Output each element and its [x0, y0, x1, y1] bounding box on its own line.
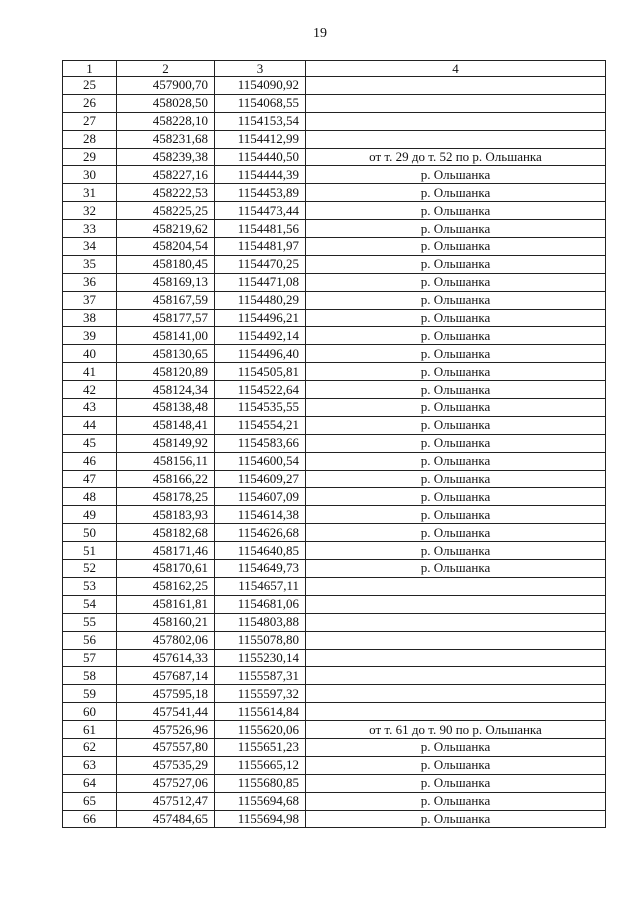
y-coordinate-cell: 1155665,12	[215, 756, 306, 774]
table-row	[63, 524, 606, 542]
description-cell: р. Ольшанка	[306, 452, 606, 470]
y-coordinate-cell: 1154481,56	[215, 220, 306, 238]
x-coordinate-cell: 458180,45	[117, 255, 215, 273]
x-coordinate-cell: 457541,44	[117, 703, 215, 721]
point-number-cell: 30	[63, 166, 117, 184]
x-coordinate-cell: 457526,96	[117, 721, 215, 739]
table-row	[63, 792, 606, 810]
point-number-cell: 26	[63, 94, 117, 112]
point-number-cell: 62	[63, 738, 117, 756]
description-cell: р. Ольшанка	[306, 506, 606, 524]
description-cell: р. Ольшанка	[306, 792, 606, 810]
description-cell	[306, 112, 606, 130]
y-coordinate-cell: 1155680,85	[215, 774, 306, 792]
description-cell: р. Ольшанка	[306, 184, 606, 202]
description-cell: р. Ольшанка	[306, 542, 606, 560]
point-number-cell: 57	[63, 649, 117, 667]
description-cell: р. Ольшанка	[306, 434, 606, 452]
description-cell: р. Ольшанка	[306, 327, 606, 345]
table-row	[63, 613, 606, 631]
table-row	[63, 756, 606, 774]
point-number-cell: 38	[63, 309, 117, 327]
x-coordinate-cell: 458141,00	[117, 327, 215, 345]
description-cell: р. Ольшанка	[306, 220, 606, 238]
table-row	[63, 560, 606, 578]
y-coordinate-cell: 1154090,92	[215, 77, 306, 95]
y-coordinate-cell: 1154480,29	[215, 291, 306, 309]
y-coordinate-cell: 1154600,54	[215, 452, 306, 470]
table-row	[63, 810, 606, 828]
x-coordinate-cell: 457802,06	[117, 631, 215, 649]
description-cell: р. Ольшанка	[306, 560, 606, 578]
table-header-row	[63, 61, 606, 77]
x-coordinate-cell: 458130,65	[117, 345, 215, 363]
point-number-cell: 32	[63, 202, 117, 220]
y-coordinate-cell: 1154657,11	[215, 577, 306, 595]
point-number-cell: 33	[63, 220, 117, 238]
point-number-cell: 59	[63, 685, 117, 703]
y-coordinate-cell: 1154444,39	[215, 166, 306, 184]
point-number-cell: 41	[63, 363, 117, 381]
header-col-4: 4	[306, 61, 606, 77]
point-number-cell: 56	[63, 631, 117, 649]
description-cell: р. Ольшанка	[306, 166, 606, 184]
y-coordinate-cell: 1154496,21	[215, 309, 306, 327]
point-number-cell: 46	[63, 452, 117, 470]
y-coordinate-cell: 1154412,99	[215, 130, 306, 148]
table-row	[63, 470, 606, 488]
y-coordinate-cell: 1154470,25	[215, 255, 306, 273]
table-row	[63, 649, 606, 667]
description-cell: р. Ольшанка	[306, 399, 606, 417]
x-coordinate-cell: 458178,25	[117, 488, 215, 506]
y-coordinate-cell: 1154535,55	[215, 399, 306, 417]
description-cell: р. Ольшанка	[306, 774, 606, 792]
point-number-cell: 34	[63, 238, 117, 256]
point-number-cell: 49	[63, 506, 117, 524]
table-row	[63, 220, 606, 238]
point-number-cell: 61	[63, 721, 117, 739]
y-coordinate-cell: 1154609,27	[215, 470, 306, 488]
description-cell	[306, 667, 606, 685]
x-coordinate-cell: 458171,46	[117, 542, 215, 560]
table-row	[63, 434, 606, 452]
table-row	[63, 166, 606, 184]
y-coordinate-cell: 1154496,40	[215, 345, 306, 363]
point-number-cell: 36	[63, 273, 117, 291]
x-coordinate-cell: 458160,21	[117, 613, 215, 631]
point-number-cell: 50	[63, 524, 117, 542]
y-coordinate-cell: 1155651,23	[215, 738, 306, 756]
header-col-2: 2	[117, 61, 215, 77]
description-cell: р. Ольшанка	[306, 810, 606, 828]
description-cell: р. Ольшанка	[306, 202, 606, 220]
description-cell: р. Ольшанка	[306, 255, 606, 273]
table-row	[63, 130, 606, 148]
x-coordinate-cell: 458161,81	[117, 595, 215, 613]
y-coordinate-cell: 1154471,08	[215, 273, 306, 291]
y-coordinate-cell: 1154522,64	[215, 381, 306, 399]
x-coordinate-cell: 458222,53	[117, 184, 215, 202]
x-coordinate-cell: 458148,41	[117, 416, 215, 434]
x-coordinate-cell: 458028,50	[117, 94, 215, 112]
point-number-cell: 28	[63, 130, 117, 148]
header-col-1: 1	[63, 61, 117, 77]
x-coordinate-cell: 458149,92	[117, 434, 215, 452]
description-cell: р. Ольшанка	[306, 470, 606, 488]
point-number-cell: 25	[63, 77, 117, 95]
y-coordinate-cell: 1154583,66	[215, 434, 306, 452]
point-number-cell: 60	[63, 703, 117, 721]
description-cell: р. Ольшанка	[306, 238, 606, 256]
x-coordinate-cell: 458166,22	[117, 470, 215, 488]
y-coordinate-cell: 1155078,80	[215, 631, 306, 649]
description-cell: р. Ольшанка	[306, 756, 606, 774]
table-row	[63, 327, 606, 345]
point-number-cell: 58	[63, 667, 117, 685]
table-row	[63, 77, 606, 95]
x-coordinate-cell: 458239,38	[117, 148, 215, 166]
y-coordinate-cell: 1154626,68	[215, 524, 306, 542]
y-coordinate-cell: 1155694,98	[215, 810, 306, 828]
point-number-cell: 27	[63, 112, 117, 130]
table-row	[63, 595, 606, 613]
y-coordinate-cell: 1154473,44	[215, 202, 306, 220]
x-coordinate-cell: 457687,14	[117, 667, 215, 685]
table-row	[63, 148, 606, 166]
y-coordinate-cell: 1154681,06	[215, 595, 306, 613]
table-row	[63, 703, 606, 721]
table-row	[63, 255, 606, 273]
description-cell	[306, 130, 606, 148]
x-coordinate-cell: 458169,13	[117, 273, 215, 291]
x-coordinate-cell: 458227,16	[117, 166, 215, 184]
point-number-cell: 54	[63, 595, 117, 613]
x-coordinate-cell: 457535,29	[117, 756, 215, 774]
point-number-cell: 45	[63, 434, 117, 452]
point-number-cell: 47	[63, 470, 117, 488]
description-cell	[306, 77, 606, 95]
table-row	[63, 667, 606, 685]
y-coordinate-cell: 1154153,54	[215, 112, 306, 130]
x-coordinate-cell: 458167,59	[117, 291, 215, 309]
table-row	[63, 416, 606, 434]
description-cell: от т. 29 до т. 52 по р. Ольшанка	[306, 148, 606, 166]
x-coordinate-cell: 458219,62	[117, 220, 215, 238]
description-cell	[306, 595, 606, 613]
point-number-cell: 48	[63, 488, 117, 506]
description-cell	[306, 94, 606, 112]
x-coordinate-cell: 458162,25	[117, 577, 215, 595]
x-coordinate-cell: 457557,80	[117, 738, 215, 756]
y-coordinate-cell: 1154640,85	[215, 542, 306, 560]
header-col-3: 3	[215, 61, 306, 77]
point-number-cell: 64	[63, 774, 117, 792]
y-coordinate-cell: 1154607,09	[215, 488, 306, 506]
description-cell: р. Ольшанка	[306, 738, 606, 756]
table-row	[63, 631, 606, 649]
table-row	[63, 345, 606, 363]
description-cell	[306, 631, 606, 649]
description-cell: р. Ольшанка	[306, 363, 606, 381]
table-row	[63, 685, 606, 703]
y-coordinate-cell: 1155620,06	[215, 721, 306, 739]
y-coordinate-cell: 1154649,73	[215, 560, 306, 578]
table-row	[63, 452, 606, 470]
description-cell: р. Ольшанка	[306, 381, 606, 399]
x-coordinate-cell: 458138,48	[117, 399, 215, 417]
description-cell: р. Ольшанка	[306, 309, 606, 327]
description-cell: от т. 61 до т. 90 по р. Ольшанка	[306, 721, 606, 739]
point-number-cell: 66	[63, 810, 117, 828]
table-row	[63, 381, 606, 399]
table-row	[63, 273, 606, 291]
y-coordinate-cell: 1154481,97	[215, 238, 306, 256]
x-coordinate-cell: 458124,34	[117, 381, 215, 399]
x-coordinate-cell: 457527,06	[117, 774, 215, 792]
table-row	[63, 399, 606, 417]
x-coordinate-cell: 458177,57	[117, 309, 215, 327]
table-row	[63, 506, 606, 524]
x-coordinate-cell: 457512,47	[117, 792, 215, 810]
point-number-cell: 43	[63, 399, 117, 417]
table-row	[63, 309, 606, 327]
point-number-cell: 39	[63, 327, 117, 345]
description-cell	[306, 685, 606, 703]
coordinates-table-body	[63, 61, 606, 828]
table-row	[63, 577, 606, 595]
x-coordinate-cell: 458182,68	[117, 524, 215, 542]
y-coordinate-cell: 1154614,38	[215, 506, 306, 524]
table-row	[63, 721, 606, 739]
y-coordinate-cell: 1155230,14	[215, 649, 306, 667]
description-cell: р. Ольшанка	[306, 291, 606, 309]
x-coordinate-cell: 458231,68	[117, 130, 215, 148]
table-row	[63, 112, 606, 130]
point-number-cell: 40	[63, 345, 117, 363]
point-number-cell: 44	[63, 416, 117, 434]
description-cell	[306, 703, 606, 721]
y-coordinate-cell: 1154554,21	[215, 416, 306, 434]
y-coordinate-cell: 1155614,84	[215, 703, 306, 721]
point-number-cell: 31	[63, 184, 117, 202]
table-row	[63, 542, 606, 560]
description-cell: р. Ольшанка	[306, 488, 606, 506]
description-cell: р. Ольшанка	[306, 345, 606, 363]
description-cell	[306, 613, 606, 631]
point-number-cell: 63	[63, 756, 117, 774]
table-row	[63, 94, 606, 112]
y-coordinate-cell: 1155597,32	[215, 685, 306, 703]
point-number-cell: 35	[63, 255, 117, 273]
table-row	[63, 202, 606, 220]
table-row	[63, 184, 606, 202]
y-coordinate-cell: 1155587,31	[215, 667, 306, 685]
y-coordinate-cell: 1154068,55	[215, 94, 306, 112]
point-number-cell: 29	[63, 148, 117, 166]
table-row	[63, 488, 606, 506]
description-cell	[306, 577, 606, 595]
y-coordinate-cell: 1154803,88	[215, 613, 306, 631]
x-coordinate-cell: 458204,54	[117, 238, 215, 256]
point-number-cell: 51	[63, 542, 117, 560]
page-number: 19	[313, 26, 327, 41]
x-coordinate-cell: 457900,70	[117, 77, 215, 95]
point-number-cell: 53	[63, 577, 117, 595]
description-cell: р. Ольшанка	[306, 273, 606, 291]
table-row	[63, 774, 606, 792]
x-coordinate-cell: 458183,93	[117, 506, 215, 524]
x-coordinate-cell: 458156,11	[117, 452, 215, 470]
x-coordinate-cell: 458225,25	[117, 202, 215, 220]
x-coordinate-cell: 458120,89	[117, 363, 215, 381]
table-row	[63, 738, 606, 756]
y-coordinate-cell: 1154453,89	[215, 184, 306, 202]
description-cell	[306, 649, 606, 667]
y-coordinate-cell: 1155694,68	[215, 792, 306, 810]
point-number-cell: 42	[63, 381, 117, 399]
table-row	[63, 238, 606, 256]
y-coordinate-cell: 1154505,81	[215, 363, 306, 381]
x-coordinate-cell: 457595,18	[117, 685, 215, 703]
x-coordinate-cell: 458228,10	[117, 112, 215, 130]
description-cell: р. Ольшанка	[306, 416, 606, 434]
y-coordinate-cell: 1154492,14	[215, 327, 306, 345]
table-row	[63, 363, 606, 381]
x-coordinate-cell: 458170,61	[117, 560, 215, 578]
point-number-cell: 52	[63, 560, 117, 578]
x-coordinate-cell: 457484,65	[117, 810, 215, 828]
point-number-cell: 37	[63, 291, 117, 309]
coordinates-table	[62, 60, 606, 828]
x-coordinate-cell: 457614,33	[117, 649, 215, 667]
point-number-cell: 65	[63, 792, 117, 810]
description-cell: р. Ольшанка	[306, 524, 606, 542]
y-coordinate-cell: 1154440,50	[215, 148, 306, 166]
table-row	[63, 291, 606, 309]
point-number-cell: 55	[63, 613, 117, 631]
